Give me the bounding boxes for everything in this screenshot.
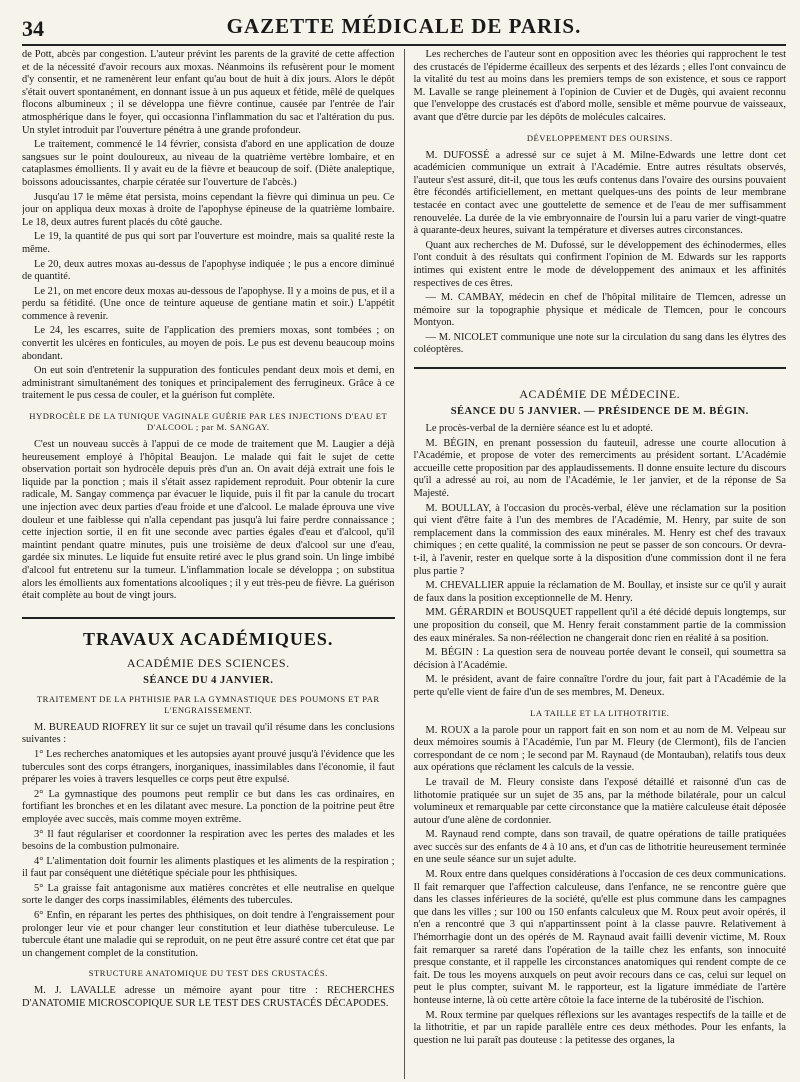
paragraph: Les recherches de l'auteur sont en opposition avec les théories qui rapprochent le test des crustacés de l'épiderme écailleux des serpents et des lézards ; elles l'ont convaincu de la vitalité du test au moins dans les premiers temps de son existence, et sous ce rapport M. Lavalle se range pleinement à l'opinion de Cuvier et de Dugès, qui avaient reconnu que l'enveloppe des crustacés est d'abord molle, sensible et même pourvue de vaisseaux, avant que d'être durcie par les dépôts de molécules calcaires.	[413, 49, 786, 123]
conclusion-item: 2° La gymnastique des poumons peut remplir ce but dans les cas ordinaires, en fortifiant les bronches et en les dilatant avec mesure. La ponction de la poitrine peut être employée avec succès, mais comme moyen extrême.	[22, 788, 395, 825]
paragraph: M. J. LAVALLE adresse un mémoire ayant pour titre : RECHERCHES D'ANATOMIE MICROSCOPIQUE SUR LE TEST DES CRUSTACÉS DÉCAPODES.	[22, 985, 395, 1010]
paragraph: On eut soin d'entretenir la suppuration des fonticules pendant deux mois et demi, en administrant simultanément des toniques et principalement des ferrugineux. Grâce à ce traitement le pus cessa de couler, et la guérison fut complète.	[22, 365, 395, 402]
paragraph: Quant aux recherches de M. Dufossé, sur le développement des échinodermes, elles l'ont conduit à des résultats qui confirment l'opinion de M. Edwards sur les rapports intimes qui existent entre le mode de développement des animaux et les affinités respectives de ces êtres.	[413, 239, 786, 289]
article-heading-crustaces: STRUCTURE ANATOMIQUE DU TEST DES CRUSTACÉS.	[88, 968, 328, 979]
paragraph: Le 21, on met encore deux moxas au-dessous de l'apophyse. Il y a moins de pus, et il a perdu sa fétidité. (Une once de teinture aqueuse de gentiane matin et soir.) L'appétit commence à revenir.	[22, 285, 395, 322]
section-title-travaux: TRAVAUX ACADÉMIQUES.	[22, 617, 395, 650]
paragraph: M. Roux termine par quelques réflexions sur les avantages respectifs de la taille et de la lithotritie, et par un rapide parallèle entre ces deux méthodes. Pour les enfants, la question ne lui paraît pas douteuse : la petitesse des organes, la	[413, 1009, 786, 1046]
paragraph: M. ROUX a la parole pour un rapport fait en son nom et au nom de M. Velpeau sur deux mémoires soumis à l'Académie, l'un par M. Fleury (de Clermont), fils de l'ancien correspondant de ce nom ; le second par M. Raynaud (de Montauban), relatifs tous deux aux opérations que réclament les calculs de la vessie.	[413, 724, 786, 774]
paragraph: — M. CAMBAY, médecin en chef de l'hôpital militaire de Tlemcen, adresse un mémoire sur la topographie physique et médicale de Tlemcen, pour le concours Montyon.	[413, 292, 786, 329]
seance-heading: SÉANCE DU 5 JANVIER. — PRÉSIDENCE DE M. BÉGIN.	[450, 406, 749, 418]
paragraph: Jusqu'au 17 le même état persista, moins cependant la fièvre qui diminua un peu. Ce jour on appliqua deux moxas à droite de l'apophyse épineuse de la quatrième lombaire. Le 18, deux autres furent placés du côté gauche.	[22, 191, 395, 228]
paragraph: M. BÉGIN : La question sera de nouveau portée devant le conseil, qui soumettra sa décision à l'Académie.	[413, 647, 786, 671]
conclusion-item: 6° Enfin, en réparant les pertes des phthisiques, on doit tendre à l'engraissement pour prolonger leur vie et pour changer leur constitution et leur diathèse tuberculeuse. Le tubercule étant une maladie qui se reproduit, on ne peut être assuré contre cet état que par un changement complet de la constitution.	[22, 910, 395, 959]
seance-heading: SÉANCE DU 4 JANVIER.	[143, 674, 274, 686]
paragraph: M. Roux entre dans quelques considérations à l'occasion de ces deux communications. Il fait remarquer que l'affection calculeuse, dans l'enfance, ne se rencontre guère que dans les classes inférieures de la société, qu'elle est plus commune dans les campagnes que dans les villes ; sur 100 ou 150 enfants calculeux que M. Roux peut avoir opérés, il n'en a rencontré que 3 qui n'appartinssent point à la classe pauvre. Relativement à l'hémorrhagie dont un des opérés de M. Raynaud avait failli devenir victime, M. Roux fait remarquer sa rareté dans l'opération de la taille chez les enfants, son innocuité presque constante, et il rappelle les circonstances anatomiques qui rendent compte de ce fait. De tous les moyens auxquels on peut avoir recours dans ce cas, celui sur lequel on peut le plus compter, suivant M. le rapporteur, est la ligature immédiate de l'artère honteuse interne, là où cette artère côtoie la face interne de la tubérosité de l'ischion.	[413, 869, 786, 1006]
article-heading-taille: LA TAILLE ET LA LITHOTRITIE.	[530, 707, 670, 718]
conclusion-item: 4° L'alimentation doit fournir les aliments plastiques et les aliments de la respiration ; il faut par conséquent une diététique spéciale pour les phthisiques.	[22, 855, 395, 880]
left-column	[22, 49, 404, 1079]
page-number: 34	[22, 16, 44, 41]
article-heading-phthisie: TRAITEMENT DE LA PHTHISIE PAR LA GYMNASTIQUE DES POUMONS ET PAR L'ENGRAISSEMENT.	[36, 693, 380, 715]
paragraph: C'est un nouveau succès à l'appui de ce mode de traitement que M. Laugier a déjà heureusement employé à l'hôpital Beaujon. Le malade qui fait le sujet de cette observation portait son hydrocèle depuis près d'un an. On avait déjà extrait une fois le liquide par la ponction ; mais il s'était assez rapidement reproduit. Pour obtenir la cure radicale, M. Sangay commença par évacuer le liquide, puis il fit par la canule du trocart une injection avec deux parties d'eau froide et une d'alcool. Le malade éprouva une vive douleur et une faiblesse qui n'alla cependant pas jusqu'à lui faire perdre connaissance ; cette injection sortie, il en fit une seconde avec parties égales d'eau et d'alcool, qu'il maintint pendant quatre minutes, puis une troisième de deux d'alcool sur une d'eau, gardée six minutes. Le liquide fut ensuite retiré avec le plus grand soin. Un linge imbibé d'alcool fut entretenu sur la tumeur. L'inflammation locale se développa ; on substitua alors les émollients aux fomentations alcooliques ; il y eut très-peu de fièvre. La guérison était complète au bout de vingt jours.	[22, 439, 395, 602]
masthead-title: GAZETTE MÉDICALE DE PARIS.	[226, 13, 582, 38]
paragraph: de Pott, abcès par congestion. L'auteur prévint les parents de la gravité de cette affection et de la nécessité d'avoir recours aux moxas. Néanmoins ils refusèrent pour le moment d'y consentir, et ne ramenèrent leur enfant qu'au bout de huit à dix jours. Alors le dépôt s'était ouvert spontanément, en donnant issue à un pus aqueux et fétide, mêlé de quelques flocons albumineux ; il se développa une fièvre continue, causée par l'entrée de l'air atmosphérique dans le foyer, qui occasionna l'inflammation du sac et l'altération du pus. Un stylet introduit par l'ouverture pénétra à une grande profondeur.	[22, 49, 395, 136]
section-divider	[414, 367, 787, 381]
academy-heading-sciences: ACADÉMIE DES SCIENCES.	[126, 655, 290, 670]
paragraph: Le 19, la quantité de pus qui sort par l'ouverture est moindre, mais sa qualité reste la même.	[22, 231, 395, 255]
columns	[22, 49, 786, 1079]
academy-heading-medecine: ACADÉMIE DE MÉDECINE.	[519, 387, 681, 402]
article-heading-hydrocele: HYDROCÈLE DE LA TUNIQUE VAGINALE GUÉRIE PAR LES INJECTIONS D'EAU ET D'ALCOOL ; par M. SANGAY.	[29, 411, 388, 433]
paragraph: Le travail de M. Fleury consiste dans l'exposé détaillé et raisonné d'un cas de lithotomie pratiquée sur un sujet de 35 ans, par la méthode bilatérale, pour un calcul volumineux et remarquable par cette circonstance que la matière calculeuse était déposée autour d'une alène de cordonnier.	[413, 776, 786, 826]
paragraph: M. DUFOSSÉ a adressé sur ce sujet à M. Milne-Edwards une lettre dont cet académicien communique un extrait à l'Académie. Entre autres résultats observés, l'auteur s'est assuré, dit-il, que tous les œufs contenus dans l'ovaire des oursins pouvaient être fécondés artificiellement, en mettant quelques-uns des points de leur membrane testacée en contact avec une gouttelette de semence et de l'eau de mer suffisamment renouvelée. La durée de la vie embryonnaire de l'oursin lui a paru varier de vingt-quatre à quarante-deux heures, suivant la température et diverses autres circonstances.	[413, 149, 786, 237]
paragraph: Le 24, les escarres, suite de l'application des premiers moxas, sont tombées ; on convertit les ulcères en fonticules, au moyen de pois. Le pus est devenu beaucoup moins abondant.	[22, 325, 395, 362]
paragraph: MM. GÉRARDIN et BOUSQUET rappellent qu'il a été décidé depuis longtemps, sur une proposition du conseil, que M. Henry ferait constamment partie de la commission des eaux minérales. Sa non-réélection ne changerait donc rien en réalité à sa position.	[413, 607, 786, 644]
article-heading-oursins: DÉVELOPPEMENT DES OURSINS.	[526, 132, 673, 143]
paragraph: Le 20, deux autres moxas au-dessus de l'apophyse indiquée ; le pus a encore diminué de quantité.	[22, 258, 395, 283]
conclusion-item: 5° La graisse fait antagonisme aux matières concrètes et elle neutralise en quelque sorte le danger des corps inassimilables, éléments des tubercules.	[22, 882, 395, 907]
right-column	[404, 49, 787, 1079]
conclusion-item: 3° Il faut régulariser et coordonner la respiration avec les pertes des malades et les besoins de la combustion pulmonaire.	[22, 828, 395, 853]
paragraph: M. BOULLAY, à l'occasion du procès-verbal, élève une réclamation sur la position qui vient d'être faite à l'un des membres de l'Académie, M. Henry, par suite de son remplacement dans la commission des eaux minérales. M. Henry est chef des travaux chimiques ; en cette qualité, la commission ne peut se passer de son concours. Or devra-t-il, à l'avenir, rester en quelque sorte à la disposition d'une commission dont il ne fera plus partie ?	[413, 502, 786, 577]
paragraph: M. BUREAUD RIOFREY lit sur ce sujet un travail qu'il résume dans les conclusions suivantes :	[22, 721, 395, 746]
paragraph: M. BÉGIN, en prenant possession du fauteuil, adresse une courte allocution à l'Académie, et propose de voter des remerciments au président sortant. L'Académie accueille cette proposition par des applaudissements. Il donne ensuite lecture du discours qu'il a adressé au roi, au nom de l'Académie, le 1er janvier, et de la réponse de Sa Majesté.	[413, 437, 786, 500]
paragraph: Le procès-verbal de la dernière séance est lu et adopté.	[425, 423, 653, 435]
paragraph: M. Raynaud rend compte, dans son travail, de quatre opérations de taille pratiquées avec succès sur des enfants de 4 à 10 ans, et d'un cas de lithotritie heureusement terminée en une seule séance sur un sujet adulte.	[413, 829, 786, 866]
paragraph: M. CHEVALLIER appuie la réclamation de M. Boullay, et insiste sur ce qu'il y aurait de faux dans la position exceptionnelle de M. Henry.	[413, 580, 786, 604]
paragraph: M. le président, avant de faire connaître l'ordre du jour, fait part à l'Académie de la perte qu'elle vient de faire d'un de ses membres, M. Deneux.	[413, 674, 786, 698]
page-header	[22, 8, 786, 46]
paragraph: Le traitement, commencé le 14 février, consista d'abord en une application de douze sangsues sur le point douloureux, au niveau de la quatrième vertèbre lombaire, et en cataplasmes émollients. Il y avait eu de la fièvre et beaucoup de soif. (Diète analeptique, boissons adoucissantes, charpie cératée sur l'ouverture de l'abcès.)	[22, 139, 395, 188]
conclusion-item: 1° Les recherches anatomiques et les autopsies ayant prouvé jusqu'à l'évidence que les tubercules sont des corps étrangers, inorganiques, inassimilables dans l'économie, il faut préparer les voies à travers lesquelles ce corps peut être expulsé.	[22, 748, 395, 786]
paragraph: — M. NICOLET communique une note sur la circulation du sang dans les élytres des coléoptères.	[413, 331, 786, 356]
